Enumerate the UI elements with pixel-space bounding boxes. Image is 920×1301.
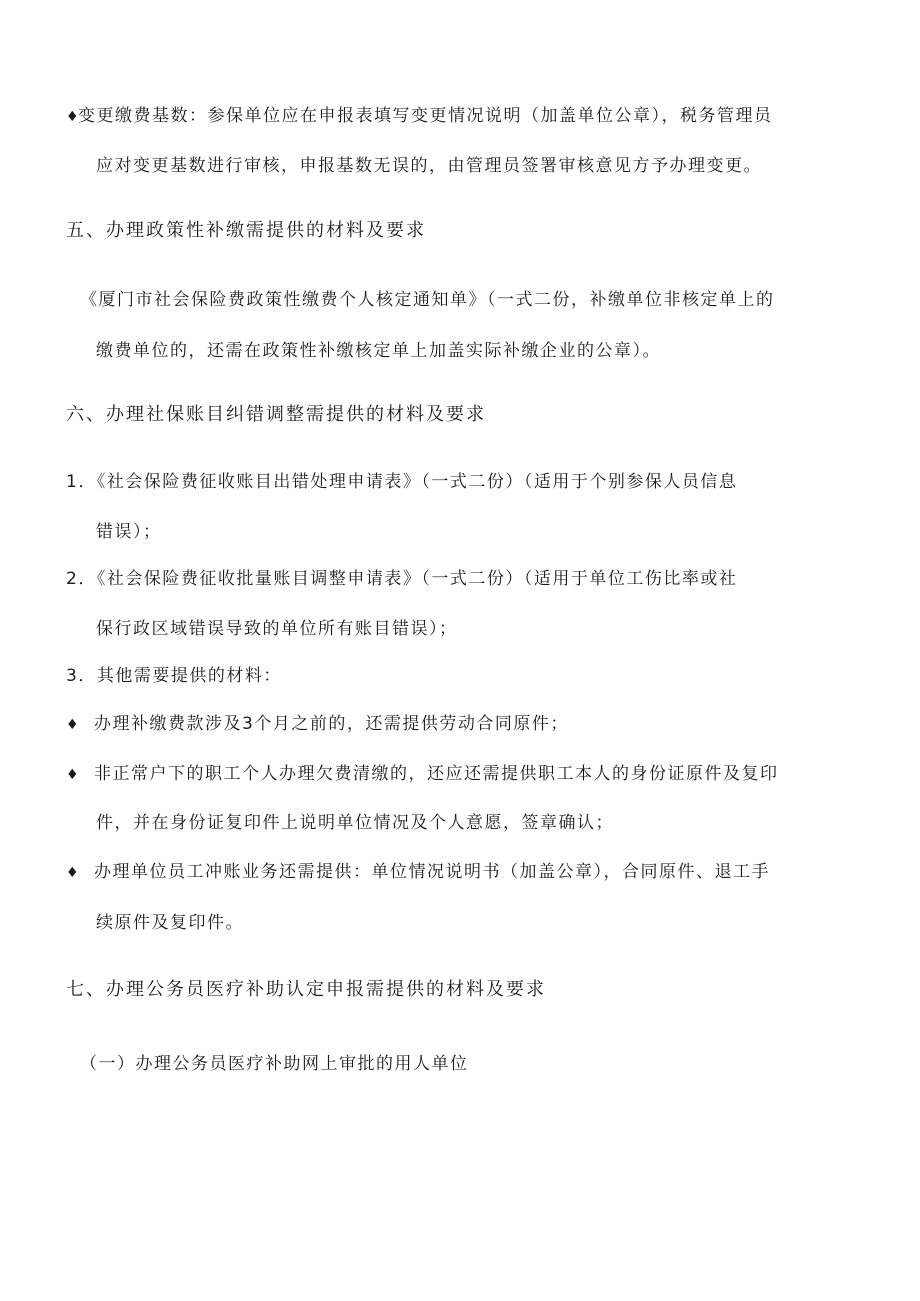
list-item-1-line1: 1．《社会保险费征收账目出错处理申请表》（一式二份）（适用于个别参保人员信息 — [66, 472, 738, 492]
diamond-bullet-icon: ♦ — [66, 717, 81, 733]
section-heading-7: 七、办理公务员医疗补助认定申报需提供的材料及要求 — [66, 979, 546, 1000]
bullet-item-2-line1: ♦ 非正常户下的职工个人办理欠费清缴的，还应还需提供职工本人的身份证原件及复印 — [66, 762, 779, 787]
bullet-item-2-line2: 件，并在身份证复印件上说明单位情况及个人意愿，签章确认； — [96, 813, 614, 833]
list-item-3: 3．其他需要提供的材料： — [66, 666, 282, 686]
paragraph-section5-line1: 《厦门市社会保险费政策性缴费个人核定通知单》（一式二份，补缴单位非核定单上的 — [80, 290, 775, 310]
diamond-bullet-icon: ♦ — [66, 865, 81, 881]
bullet-item-1: ♦ 办理补缴费款涉及3个月之前的，还需提供劳动合同原件； — [66, 712, 569, 737]
section-heading-5: 五、办理政策性补缴需提供的材料及要求 — [66, 220, 426, 241]
list-item-1-line2: 错误）； — [96, 522, 162, 542]
diamond-bullet-icon: ♦ — [66, 109, 81, 125]
bullet-item-3-line2: 续原件及复印件。 — [96, 913, 244, 933]
list-item-2-line2: 保行政区域错误导致的单位所有账目错误）； — [96, 619, 458, 639]
paragraph-change-base-line2: 应对变更基数进行审核，申报基数无误的，由管理员签署审核意见方予办理变更。 — [96, 156, 762, 176]
section-heading-6: 六、办理社保账目纠错调整需提供的材料及要求 — [66, 404, 486, 425]
paragraph-change-base-line1: ♦变更缴费基数：参保单位应在申报表填写变更情况说明（加盖单位公章），税务管理员 — [66, 104, 773, 129]
paragraph-section5-line2: 缴费单位的，还需在政策性补缴核定单上加盖实际补缴企业的公章）。 — [96, 341, 661, 361]
diamond-bullet-icon: ♦ — [66, 767, 81, 783]
subsection-heading-1: （一）办理公务员医疗补助网上审批的用人单位 — [80, 1054, 469, 1074]
list-item-2-line1: 2．《社会保险费征收批量账目调整申请表》（一式二份）（适用于单位工伤比率或社 — [66, 569, 738, 589]
bullet-item-3-line1: ♦ 办理单位员工冲账业务还需提供：单位情况说明书（加盖公章），合同原件、退工手 — [66, 860, 770, 885]
